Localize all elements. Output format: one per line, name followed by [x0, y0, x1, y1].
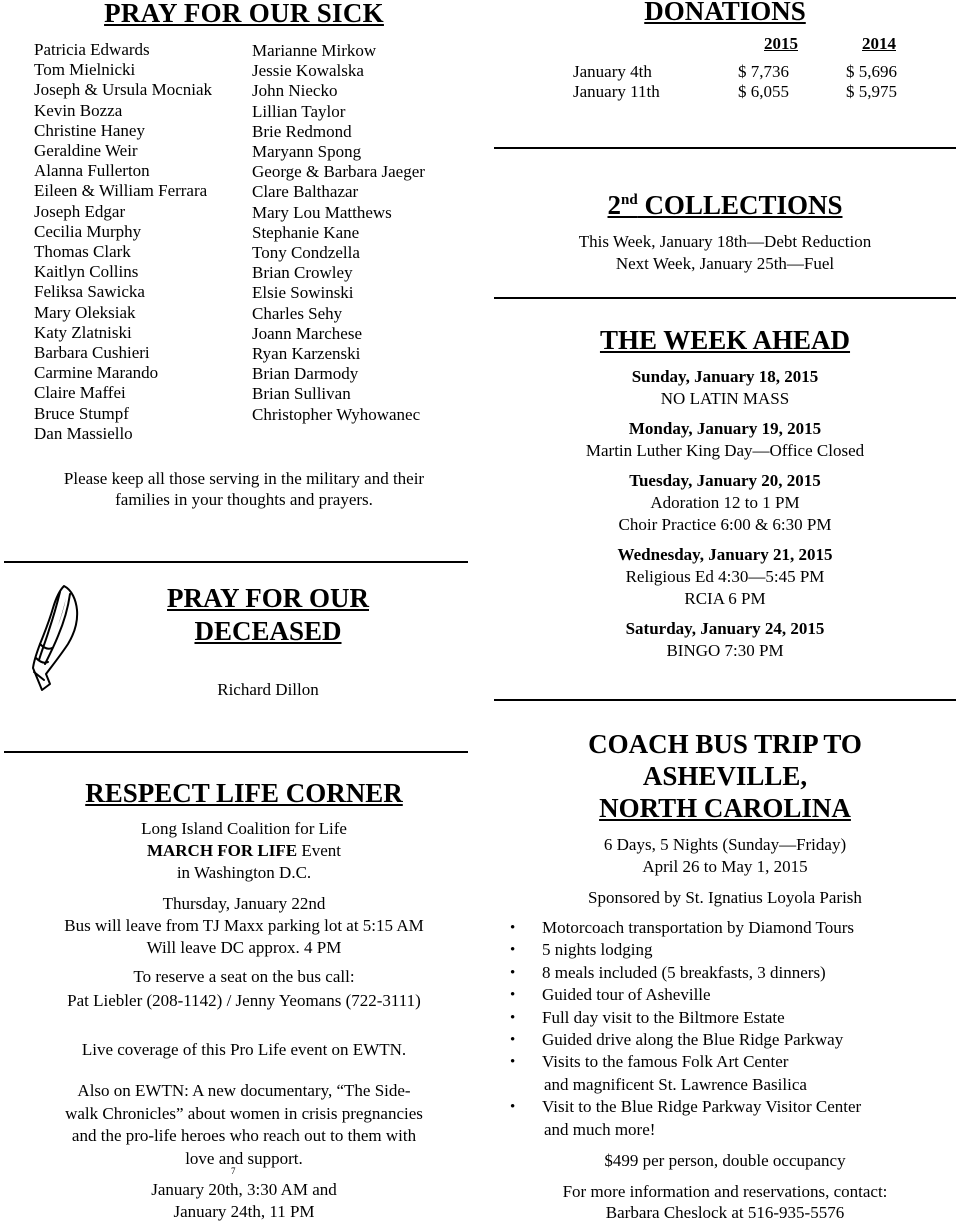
- sick-name: John Niecko: [252, 81, 338, 101]
- sick-name: Katy Zlatniski: [34, 322, 132, 342]
- reserve-block: [20, 965, 468, 1013]
- donations-year-2015: 2015: [764, 34, 798, 53]
- day-heading: Tuesday, January 20, 2015: [629, 471, 821, 490]
- deceased-title-line: DECEASED: [194, 616, 342, 646]
- page-number: 7: [231, 1166, 236, 1176]
- sick-name: Marianne Mirkow: [252, 41, 377, 60]
- duration-line: 6 Days, 5 Nights (Sunday—Friday): [603, 835, 847, 854]
- contact-line: Barbara Cheslock at 516-935-5576: [605, 1203, 845, 1222]
- collections-sup: nd: [621, 192, 638, 208]
- sick-name: Christine Haney: [34, 120, 145, 140]
- day-block: [492, 470, 958, 536]
- sick-name: Patricia Edwards: [34, 40, 150, 59]
- trip-item-text: Guided tour of Asheville: [542, 985, 711, 1005]
- event-line: [20, 840, 468, 862]
- sick-name: Joann Marchese: [252, 323, 362, 343]
- day-item: BINGO 7:30 PM: [666, 641, 784, 660]
- military-note-line: families in your thoughts and prayers.: [115, 490, 373, 509]
- sick-name: Eileen & William Ferrara: [34, 181, 208, 201]
- sick-list-col2: [252, 41, 425, 425]
- reserve-line: To reserve a seat on the bus call:: [133, 967, 355, 986]
- sick-name: Charles Sehy: [252, 303, 343, 323]
- air-line: January 24th, 11 PM: [173, 1202, 315, 1221]
- bullet-icon: •: [510, 964, 516, 981]
- trip-item-text: Visits to the famous Folk Art Center: [542, 1052, 789, 1072]
- contacts-line: Pat Liebler (208-1142) / Jenny Yeomans (722-3111): [67, 991, 421, 1010]
- sick-name: Thomas Clark: [34, 242, 131, 262]
- collections-num: 2: [607, 190, 621, 220]
- contact-block: [492, 1181, 958, 1223]
- sick-name: Christopher Wyhowanec: [252, 404, 421, 424]
- day-heading: Saturday, January 24, 2015: [625, 619, 825, 638]
- sick-name: Kevin Bozza: [34, 100, 123, 120]
- donation-2015: $ 7,736: [738, 62, 789, 81]
- donation-2014: $ 5,696: [846, 62, 897, 81]
- trip-item: [492, 939, 958, 961]
- trip-item: [492, 917, 958, 939]
- bus-trip-title: [492, 728, 958, 824]
- next-week-line: Next Week, January 25th—Fuel: [615, 254, 835, 273]
- sick-name: Geraldine Weir: [34, 141, 138, 161]
- sick-title: PRAY FOR OUR SICK: [104, 0, 384, 28]
- dates-line: April 26 to May 1, 2015: [642, 857, 808, 876]
- deceased-title-line: PRAY FOR OUR: [167, 583, 369, 613]
- sick-name: Dan Massiello: [34, 423, 133, 443]
- divider: [494, 297, 956, 299]
- deceased-name: Richard Dillon: [217, 680, 319, 699]
- return-line: Will leave DC approx. 4 PM: [146, 938, 342, 957]
- sick-name: Brie Redmond: [252, 121, 352, 141]
- bus-details: [20, 893, 468, 959]
- day-block: [492, 418, 958, 462]
- sick-name: Claire Maffei: [34, 383, 126, 403]
- day-block: [492, 544, 958, 610]
- sick-name: Tony Condzella: [252, 243, 360, 263]
- bullet-icon: •: [510, 920, 516, 936]
- bus-trip-title-line: ASHEVILLE,: [642, 761, 808, 791]
- trip-item: [492, 1074, 958, 1096]
- doc-line: walk Chronicles” about women in crisis pregnancies: [65, 1103, 423, 1123]
- day-item: Adoration 12 to 1 PM: [650, 493, 800, 512]
- info-line: For more information and reservations, contact:: [562, 1182, 888, 1201]
- day-block: [492, 618, 958, 662]
- sick-name: Lillian Taylor: [252, 101, 346, 121]
- doc-line: Also on EWTN: A new documentary, “The Side-: [77, 1081, 411, 1100]
- sick-name: Bruce Stumpf: [34, 403, 129, 423]
- date-line: Thursday, January 22nd: [162, 894, 326, 913]
- trip-item-text: Full day visit to the Biltmore Estate: [542, 1007, 785, 1027]
- sick-name: Mary Lou Matthews: [252, 202, 392, 222]
- day-heading: Wednesday, January 21, 2015: [617, 545, 833, 564]
- location-line: in Washington D.C.: [176, 863, 312, 882]
- bus-trip-items: [492, 917, 958, 1141]
- military-note-line: Please keep all those serving in the military and their: [63, 469, 425, 488]
- bullet-icon: •: [510, 942, 516, 959]
- bullet-icon: •: [510, 1054, 516, 1071]
- day-block: [492, 366, 958, 410]
- trip-item-text: Motorcoach transportation by Diamond Tours: [542, 918, 854, 937]
- sick-name: Maryann Spong: [252, 142, 362, 162]
- bus-trip-dates: [492, 834, 958, 878]
- sick-name: Jessie Kowalska: [252, 61, 364, 81]
- day-item: Religious Ed 4:30—5:45 PM: [625, 567, 825, 586]
- donations-year-2014: 2014: [862, 34, 896, 53]
- bus-trip-title-line: COACH BUS TRIP TO: [588, 729, 862, 759]
- sick-name: Kaitlyn Collins: [34, 262, 139, 282]
- sick-name: Brian Darmody: [252, 364, 359, 384]
- coverage-line: Live coverage of this Pro Life event on EWTN.: [81, 1040, 407, 1059]
- trip-item-text: and magnificent St. Lawrence Basilica: [544, 1074, 807, 1094]
- divider: [494, 147, 956, 149]
- divider: [4, 561, 468, 563]
- sick-name: Cecilia Murphy: [34, 221, 142, 241]
- trip-item-text: Guided drive along the Blue Ridge Parkway: [542, 1030, 844, 1050]
- trip-item: [492, 1096, 958, 1118]
- sick-name: Joseph Edgar: [34, 201, 126, 221]
- week-ahead-title: THE WEEK AHEAD: [599, 325, 851, 355]
- day-heading: Monday, January 19, 2015: [628, 419, 822, 438]
- sick-name: Carmine Marando: [34, 363, 159, 383]
- sick-name: Feliksa Sawicka: [34, 282, 145, 302]
- divider: [494, 699, 956, 701]
- sick-name: Elsie Sowinski: [252, 283, 354, 303]
- military-note: [20, 468, 468, 510]
- sick-name: Clare Balthazar: [252, 182, 359, 202]
- collections-body: [492, 231, 958, 275]
- bullet-icon: •: [510, 1032, 516, 1049]
- respect-life-title: RESPECT LIFE CORNER: [85, 778, 403, 808]
- trip-item-text: and much more!: [544, 1119, 656, 1139]
- sick-list-col1: [34, 40, 212, 444]
- divider: [4, 751, 468, 753]
- doc-line: and the pro-life heroes who reach out to them with: [71, 1126, 417, 1145]
- day-item: Choir Practice 6:00 & 6:30 PM: [618, 515, 832, 534]
- sponsor-line: Sponsored by St. Ignatius Loyola Parish: [588, 888, 862, 907]
- week-ahead-list: [492, 366, 958, 662]
- sick-name: Brian Sullivan: [252, 384, 351, 404]
- respect-life-body: [20, 818, 468, 884]
- bullet-icon: •: [510, 987, 516, 1004]
- trip-item: [492, 962, 958, 984]
- this-week-line: This Week, January 18th—Debt Reduction: [578, 232, 872, 251]
- price-line: $499 per person, double occupancy: [604, 1151, 846, 1170]
- deceased-title: [130, 582, 406, 648]
- trip-item: [492, 1119, 958, 1141]
- sick-name: Joseph & Ursula Mocniak: [34, 80, 213, 100]
- documentary-block: [20, 1080, 468, 1170]
- bus-line: Bus will leave from TJ Maxx parking lot at 5:15 AM: [64, 916, 424, 935]
- sick-name: Brian Crowley: [252, 263, 353, 283]
- collections-label: COLLECTIONS: [637, 190, 843, 220]
- trip-item: [492, 1007, 958, 1029]
- day-item: RCIA 6 PM: [684, 589, 766, 608]
- bus-trip-title-line: NORTH CAROLINA: [599, 793, 851, 823]
- sick-name: Stephanie Kane: [252, 222, 360, 242]
- doc-line: love and support.: [185, 1148, 303, 1168]
- trip-item-text: Visit to the Blue Ridge Parkway Visitor Center: [542, 1097, 862, 1117]
- event-rest: Event: [297, 841, 342, 860]
- sick-name: Barbara Cushieri: [34, 343, 150, 363]
- trip-item-text: 8 meals included (5 breakfasts, 3 dinners): [542, 962, 826, 982]
- day-item: NO LATIN MASS: [660, 389, 790, 408]
- day-heading: Sunday, January 18, 2015: [631, 367, 819, 386]
- sick-name: Mary Oleksiak: [34, 302, 136, 322]
- donation-date: January 4th: [573, 62, 652, 81]
- donation-date: January 11th: [573, 82, 660, 101]
- day-item: Martin Luther King Day—Office Closed: [585, 441, 865, 460]
- sick-name: Tom Mielnicki: [34, 60, 136, 80]
- trip-item: [492, 984, 958, 1006]
- donation-2015: $ 6,055: [738, 82, 789, 101]
- trip-item-text: 5 nights lodging: [542, 940, 653, 960]
- bullet-icon: •: [510, 1009, 516, 1026]
- air-line: January 20th, 3:30 AM and: [151, 1180, 337, 1199]
- sick-name: Ryan Karzenski: [252, 344, 361, 364]
- praying-hands-icon: [30, 582, 82, 694]
- trip-item: [492, 1051, 958, 1073]
- collections-title: [492, 190, 958, 221]
- org-line: Long Island Coalition for Life: [141, 819, 347, 838]
- trip-item: [492, 1029, 958, 1051]
- bullet-icon: •: [510, 1099, 516, 1116]
- sick-name: Alanna Fullerton: [34, 161, 150, 181]
- air-times: [20, 1179, 468, 1223]
- sick-name: George & Barbara Jaeger: [252, 162, 425, 182]
- event-bold: MARCH FOR LIFE: [146, 841, 298, 860]
- donation-2014: $ 5,975: [846, 82, 897, 101]
- donations-title: DONATIONS: [644, 0, 806, 26]
